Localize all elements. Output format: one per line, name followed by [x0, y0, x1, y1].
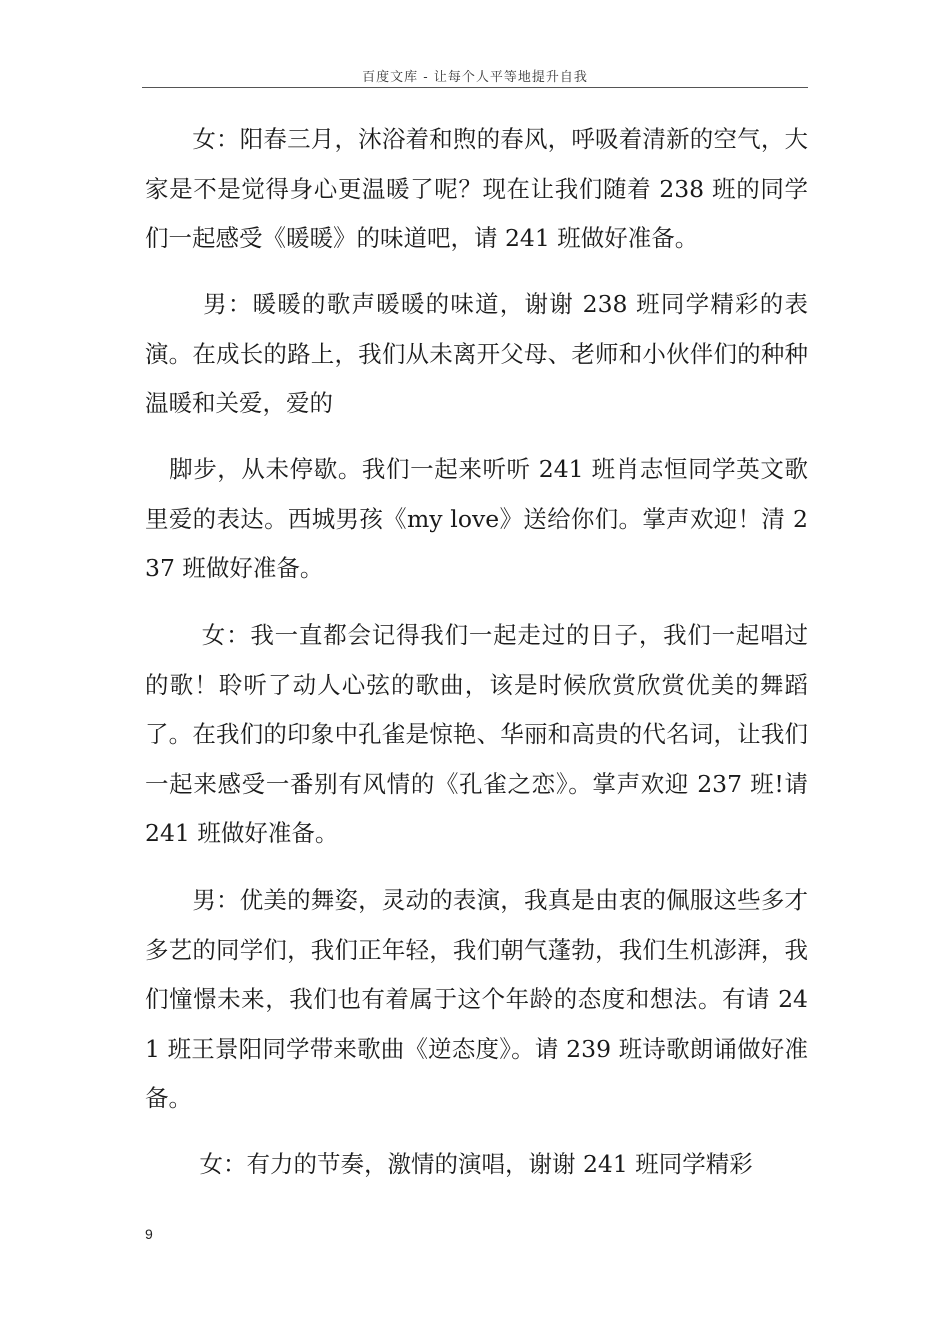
paragraph-4: 女：我一直都会记得我们一起走过的日子，我们一起唱过的歌！聆听了动人心弦的歌曲，该是时候欣赏欣赏优美的舞蹈了。在我们的印象中孔雀是惊艳、华丽和高贵的代名词，让我们一起来感受一番别有风情的《孔雀之恋》。掌声欢迎 237 班!请 241 班做好准备。	[145, 621, 808, 847]
paragraph-2: 男：暖暖的歌声暖暖的味道，谢谢 238 班同学精彩的表演。在成长的路上，我们从未离开父母、老师和小伙伴们的种种温暖和关爱，爱的	[145, 290, 808, 417]
page-number: 9	[145, 1226, 153, 1242]
paragraph-1: 女：阳春三月，沐浴着和煦的春风，呼吸着清新的空气，大家是不是觉得身心更温暖了呢？现在让我们随着 238 班的同学们一起感受《暖暖》的味道吧，请 241 班做好准备。	[145, 125, 808, 252]
paragraph-5: 男：优美的舞姿，灵动的表演，我真是由衷的佩服这些多才多艺的同学们，我们正年轻，我们朝气蓬勃，我们生机澎湃，我们憧憬未来，我们也有着属于这个年龄的态度和想法。有请 241 班王景阳同学带来歌曲《逆态度》。请 239 班诗歌朗诵做好准备。	[145, 886, 808, 1112]
page-header: 百度文库 - 让每个人平等地提升自我	[362, 70, 588, 85]
paragraph-6: 女：有力的节奏，激情的演唱，谢谢 241 班同学精彩	[145, 1150, 753, 1178]
paragraph-3: 脚步，从未停歇。我们一起来听听 241 班肖志恒同学英文歌里爱的表达。西城男孩《my love》送给你们。掌声欢迎！清 237 班做好准备。	[145, 455, 808, 582]
header-divider	[142, 87, 808, 88]
